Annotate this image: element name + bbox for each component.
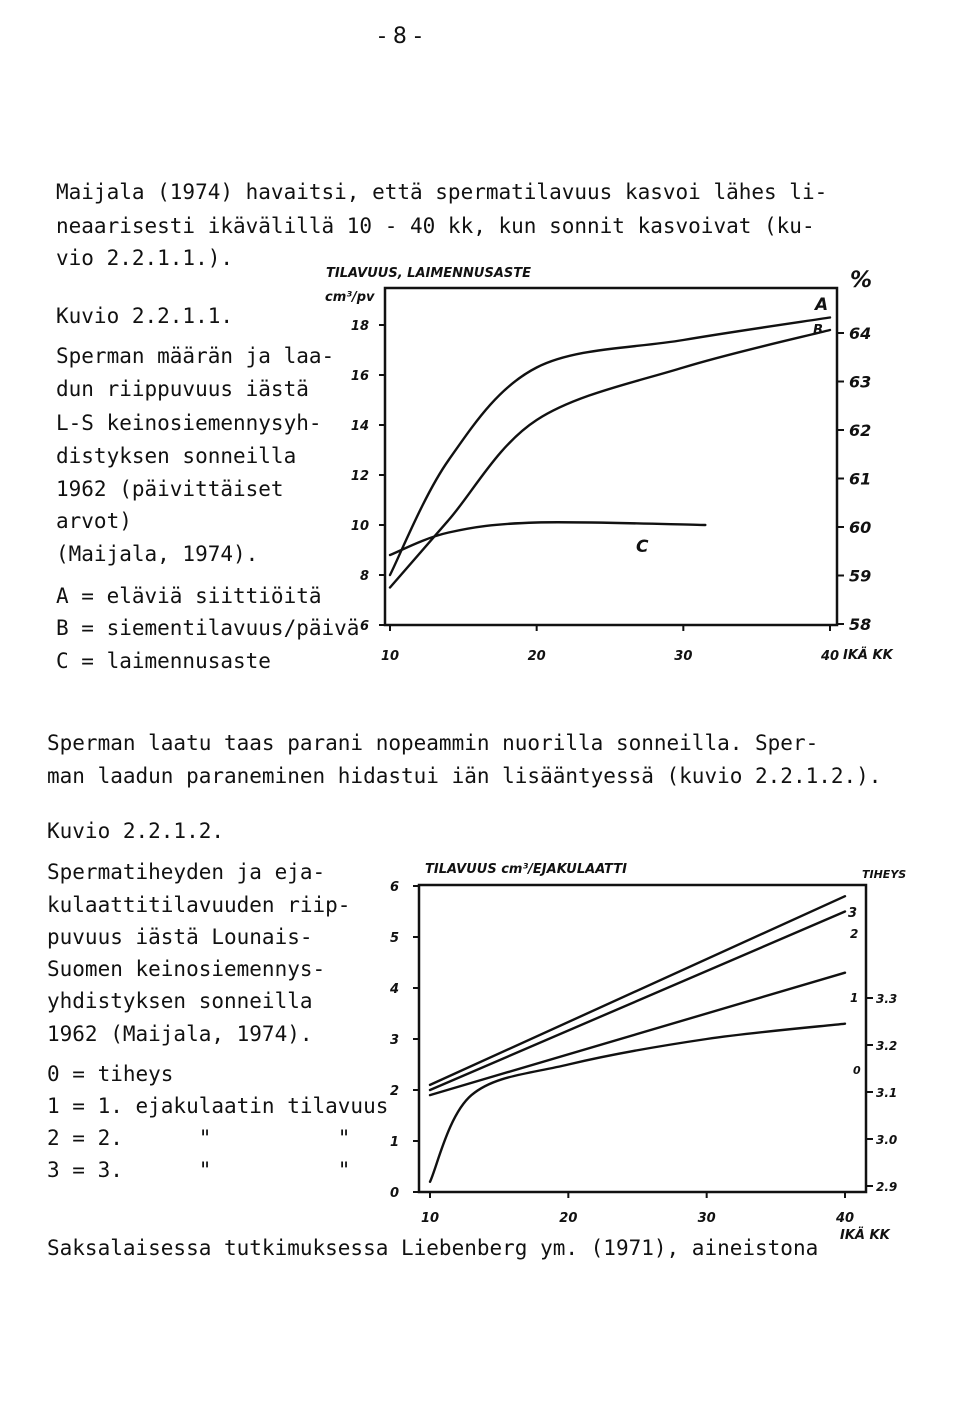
- figure2-series-0-line: [430, 1024, 845, 1182]
- figure2-handwritten-title: TILAVUUS cm³/EJAKULAATTI: [425, 862, 627, 877]
- figure1-caption-line: L-S keinosiemennysyh-: [56, 411, 322, 435]
- figure1-caption-line: Kuvio 2.2.1.1.: [56, 304, 234, 328]
- figure2-legend-item: 3 = 3. " ": [47, 1158, 351, 1182]
- figure2-left-tick-label: 1: [389, 1135, 399, 1150]
- figure2-right-tick-label: 3.3: [876, 992, 898, 1006]
- figure2-caption-line: Kuvio 2.2.1.2.: [47, 819, 225, 843]
- figure2-caption-line: puvuus iästä Lounais-: [47, 925, 313, 949]
- figure1-legend-item: C = laimennusaste: [56, 649, 271, 673]
- figure2-caption-line: 1962 (Maijala, 1974).: [47, 1022, 313, 1046]
- figure1-right-tick-label: 62: [849, 421, 872, 440]
- figure2-caption-line: Spermatiheyden ja eja-: [47, 860, 326, 884]
- intro-line: Maijala (1974) havaitsi, että spermatilavuus kasvoi lähes li-: [56, 180, 828, 204]
- figure2-right-tick-label: 3.0: [876, 1133, 898, 1147]
- figure2-x-label: IKÄ KK: [840, 1228, 890, 1243]
- figure2-legend-item: 0 = tiheys: [47, 1062, 174, 1086]
- figure2-caption-line: yhdistyksen sonneilla: [47, 989, 313, 1013]
- figure1-left-unit: cm³/pv: [325, 290, 375, 305]
- figure1-right-tick-label: 61: [849, 469, 872, 489]
- figure2-x-tick-label: 20: [559, 1211, 578, 1226]
- figure2-left-tick-label: 2: [389, 1084, 399, 1099]
- figure1-right-tick-label: 58: [849, 615, 872, 634]
- figure1-curve-label-c: C: [636, 537, 649, 557]
- figure2-left-tick-label: 0: [389, 1186, 399, 1201]
- figure1-right-tick-label: 64: [849, 324, 872, 343]
- figure2-right-tick-label: 3.1: [876, 1086, 898, 1100]
- figure1-legend-item: B = siementilavuus/päivä: [56, 616, 360, 640]
- figure2-right-tick-label: 3.2: [876, 1039, 898, 1053]
- figure2-right-unit: TIHEYS: [862, 868, 907, 881]
- figure2-left-tick-label: 6: [389, 880, 399, 895]
- figure1-caption-line: (Maijala, 1974).: [56, 542, 259, 566]
- figure2-curve-label-0: 0: [853, 1064, 861, 1077]
- figure2-x-tick-label: 40: [835, 1211, 855, 1226]
- figure1-caption-line: arvot): [56, 509, 132, 533]
- figure1-left-tick-label: 8: [359, 569, 369, 584]
- figure1-right-unit: %: [850, 268, 873, 293]
- figure1-left-tick-label: 12: [350, 469, 369, 484]
- figure2-x-tick-label: 10: [420, 1211, 440, 1226]
- figure1-left-tick-label: 16: [350, 369, 369, 384]
- figure1-left-tick-label: 10: [350, 519, 369, 534]
- figure1-handwritten-title: TILAVUUS, LAIMENNUSASTE: [326, 266, 532, 281]
- middle-line: Sperman laatu taas parani nopeammin nuorilla sonneilla. Sper-: [47, 731, 819, 755]
- middle-line: man laadun paraneminen hidastui iän lisääntyessä (kuvio 2.2.1.2.).: [47, 764, 882, 788]
- figure1-curve-label-a: A: [815, 295, 829, 315]
- figure1-left-tick-label: 14: [350, 419, 369, 434]
- intro-line: neaarisesti ikävälillä 10 - 40 kk, kun sonnit kasvoivat (ku-: [56, 214, 815, 238]
- figure1-caption-line: distyksen sonneilla: [56, 444, 297, 468]
- figure2-curve-label-1: 1: [850, 991, 859, 1005]
- figure1-x-tick-label: 30: [674, 649, 693, 664]
- figure1-left-tick-label: 18: [350, 319, 369, 334]
- figure1-caption-line: dun riippuvuus iästä: [56, 377, 309, 401]
- figure1-x-tick-label: 20: [527, 649, 546, 664]
- figure2-left-tick-label: 5: [389, 931, 399, 946]
- intro-line: vio 2.2.1.1.).: [56, 246, 234, 270]
- figure1-curve-label-b: B: [813, 323, 823, 338]
- figure2-legend-item: 2 = 2. " ": [47, 1126, 351, 1150]
- figure2-right-tick-label: 2.9: [876, 1180, 898, 1194]
- figure2-caption-line: Suomen keinosiemennys-: [47, 957, 326, 981]
- figure1-caption-line: Sperman määrän ja laa-: [56, 344, 335, 368]
- figure1-left-tick-label: 6: [359, 619, 369, 634]
- figure2-curve-label-2: 2: [850, 927, 859, 941]
- figure2-caption-line: kulaattitilavuuden riip-: [47, 893, 351, 917]
- figure2-x-tick-label: 30: [697, 1211, 716, 1226]
- footer-line: Saksalaisessa tutkimuksessa Liebenberg ym. (1971), aineistona: [47, 1236, 819, 1260]
- figure1-right-tick-label: 59: [849, 566, 872, 586]
- figure2-left-tick-label: 3: [389, 1033, 399, 1048]
- page-number: - 8 -: [378, 24, 422, 49]
- figure2-left-tick-label: 4: [389, 982, 399, 997]
- figure1-x-tick-label: 40: [820, 649, 840, 664]
- figure1-x-tick-label: 10: [380, 649, 400, 664]
- figure2-curve-label-3: 3: [848, 906, 858, 921]
- figure1-right-tick-label: 63: [849, 372, 872, 392]
- figure2-series-2-line: [430, 912, 845, 1091]
- figure2-legend-item: 1 = 1. ejakulaatin tilavuus: [47, 1094, 389, 1118]
- figure1-x-label: IKÄ KK: [843, 648, 893, 663]
- figure1-legend-item: A = eläviä siittiöitä: [56, 584, 322, 608]
- figure1-right-tick-label: 60: [849, 518, 872, 537]
- figure1-caption-line: 1962 (päivittäiset: [56, 477, 284, 501]
